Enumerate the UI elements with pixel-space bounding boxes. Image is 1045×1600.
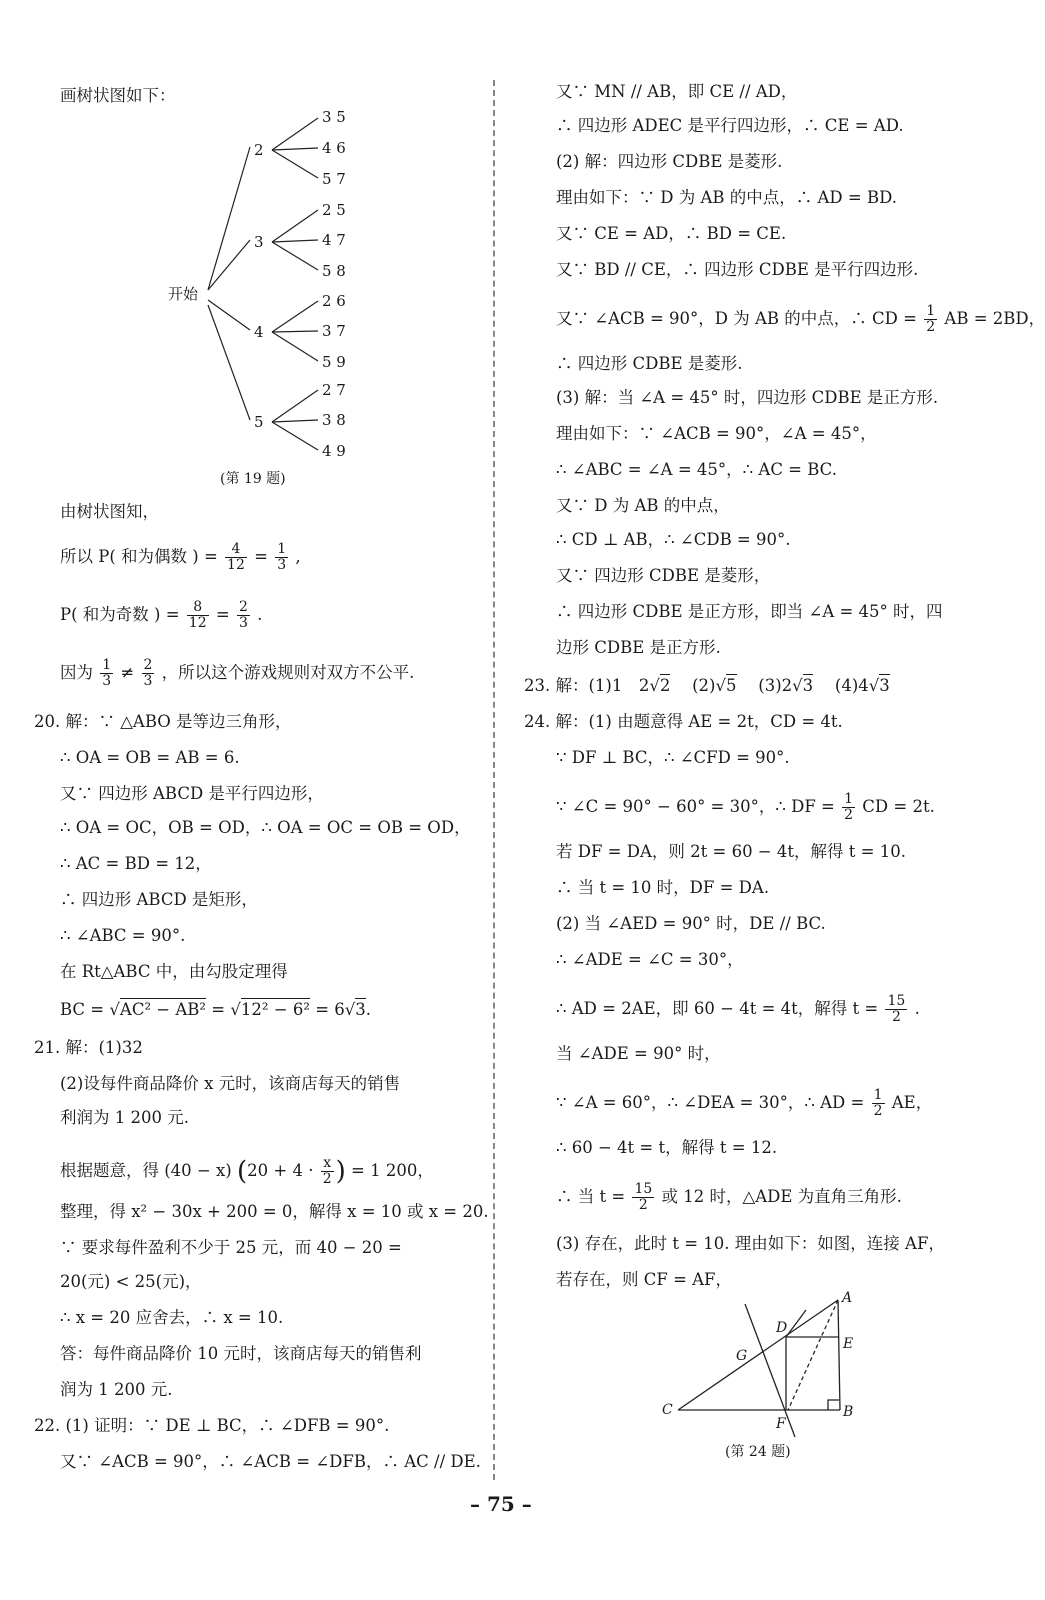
text-line: 又∵ MN // AB，即 CE // AD， xyxy=(556,82,798,101)
tree-leaf: 3 8 xyxy=(322,411,346,429)
q24-line: ∴ 当 t = 10 时，DF = DA. xyxy=(556,878,770,897)
q24-line: ∵ DF ⊥ BC，∴ ∠CFD = 90°. xyxy=(556,748,790,767)
q21-line: 21. 解：(1)32 xyxy=(34,1038,143,1057)
tree-node-3: 3 xyxy=(254,233,264,251)
q24-line: 若 DF = DA，则 2t = 60 − 4t，解得 t = 10. xyxy=(556,842,906,861)
q20-line: ∴ ∠ABC = 90°. xyxy=(60,926,186,945)
tree-node-4: 4 xyxy=(254,323,264,341)
q21-line: ∴ x = 20 应舍去，∴ x = 10. xyxy=(60,1308,284,1327)
point-D: D xyxy=(776,1320,788,1336)
tree-leaf: 3 7 xyxy=(322,322,346,340)
prob-even-line: 所以 P( 和为偶数 ) = $\frac{4}{12}$ = $\frac{1}{3}$ , xyxy=(60,541,301,573)
point-G: G xyxy=(736,1348,748,1364)
text-line: ∴ 四边形 ADEC 是平行四边形，∴ CE = AD. xyxy=(556,116,904,135)
text-line: ∴ CD ⊥ AB，∴ ∠CDB = 90°. xyxy=(556,530,791,549)
q21-line: 整理，得 x² − 30x + 200 = 0，解得 x = 10 或 x = 20. xyxy=(60,1202,489,1221)
tree-leaf: 3 5 xyxy=(322,108,346,126)
text-line: (2) 解：四边形 CDBE 是菱形. xyxy=(556,152,783,171)
figure-caption: (第 24 题) xyxy=(725,1444,791,1460)
q22-line: 又∵ ∠ACB = 90°，∴ ∠ACB = ∠DFB，∴ AC // DE. xyxy=(60,1452,481,1471)
point-E: E xyxy=(843,1336,854,1352)
text-line: ∴ 四边形 CDBE 是正方形，即当 ∠A = 45° 时，四 xyxy=(556,602,943,621)
q24-line: ∴ ∠ADE = ∠C = 30°， xyxy=(556,950,744,969)
q24-line: (2) 当 ∠AED = 90° 时，DE // BC. xyxy=(556,914,826,933)
text-line: ∴ ∠ABC = ∠A = 45°，∴ AC = BC. xyxy=(556,460,837,479)
q24-line: 若存在，则 CF = AF， xyxy=(556,1270,732,1289)
q21-line: 答：每件商品降价 10 元时，该商店每天的销售利 xyxy=(60,1344,422,1363)
tree-leaf: 4 6 xyxy=(322,139,346,157)
point-C: C xyxy=(662,1402,673,1418)
q21-line: ∵ 要求每件盈利不少于 25 元，而 40 − 20 = xyxy=(60,1238,402,1257)
prob-odd-line: P( 和为奇数 ) = $\frac{8}{12}$ = $\frac{2}{3}$ . xyxy=(60,599,263,631)
q22-line: 22. (1) 证明：∵ DE ⊥ BC，∴ ∠DFB = 90°. xyxy=(34,1416,390,1435)
q20-line: ∴ OA = OB = AB = 6. xyxy=(60,748,240,767)
tree-leaf: 4 7 xyxy=(322,231,346,249)
q24-line: 当 ∠ADE = 90° 时， xyxy=(556,1044,721,1063)
page-number: – 75 – xyxy=(470,1492,532,1516)
point-A: A xyxy=(842,1290,853,1306)
when-line: ∴ 当 t = $\frac{15}{2}$ 或 12 时，△ADE 为直角三角形. xyxy=(556,1181,902,1213)
text-line: 边形 CDBE 是正方形. xyxy=(556,638,721,657)
q21-line: 润为 1 200 元. xyxy=(60,1380,173,1399)
tree-leaf: 5 7 xyxy=(322,170,346,188)
tree-diagram xyxy=(150,105,570,495)
q24-line: (3) 存在，此时 t = 10. 理由如下：如图，连接 AF， xyxy=(556,1234,945,1253)
q20-line: ∴ 四边形 ABCD 是矩形， xyxy=(60,890,258,909)
tree-leaf: 5 8 xyxy=(322,262,346,280)
tree-caption: (第 19 题) xyxy=(220,471,286,487)
tree-leaf: 5 9 xyxy=(322,353,346,371)
tree-leaf: 2 7 xyxy=(322,381,346,399)
tree-root: 开始 xyxy=(168,285,199,303)
tree-leaf: 2 5 xyxy=(322,201,346,219)
q21-line: 20(元) < 25(元)， xyxy=(60,1272,202,1291)
text-line: 又∵ BD // CE，∴ 四边形 CDBE 是平行四边形. xyxy=(556,260,919,279)
text-line: 又∵ D 为 AB 的中点， xyxy=(556,496,730,515)
tree-node-2: 2 xyxy=(254,141,264,159)
bc-formula: BC = √AC² − AB² = √12² − 6² = 6√3. xyxy=(60,1000,372,1019)
q24-line: 24. 解：(1) 由题意得 AE = 2t，CD = 4t. xyxy=(524,712,843,731)
text-line: 由树状图知， xyxy=(60,502,159,521)
q20-line: 又∵ 四边形 ABCD 是平行四边形， xyxy=(60,784,324,803)
q20-line: ∴ OA = OC，OB = OD，∴ OA = OC = OB = OD， xyxy=(60,818,471,837)
q20-line: ∴ AC = BD = 12， xyxy=(60,854,212,873)
tree-leaf: 4 9 xyxy=(322,442,346,460)
text-line: 理由如下：∵ ∠ACB = 90°，∠A = 45°， xyxy=(556,424,877,443)
tree-leaf: 2 6 xyxy=(322,292,346,310)
q20-line: 在 Rt△ABC 中，由勾股定理得 xyxy=(60,962,288,981)
text-line: 理由如下：∵ D 为 AB 的中点，∴ AD = BD. xyxy=(556,188,897,207)
q24-line: ∴ 60 − 4t = t，解得 t = 12. xyxy=(556,1138,778,1157)
q23-line: 23. 解：(1)1 2√2 (2)√5 (3)2√3 (4)4√3 xyxy=(524,676,890,695)
ad2-line: ∵ ∠A = 60°，∴ ∠DEA = 30°，∴ AD = $\frac{1}{2}$ AE， xyxy=(556,1087,933,1119)
text-line: (3) 解：当 ∠A = 45° 时，四边形 CDBE 是正方形. xyxy=(556,388,939,407)
text-line: ∴ 四边形 CDBE 是菱形. xyxy=(556,354,743,373)
point-F: F xyxy=(776,1416,786,1432)
figure-24 xyxy=(650,1292,950,1462)
q20-line: 20. 解：∵ △ABO 是等边三角形， xyxy=(34,712,292,731)
q21-equation: 根据题意，得 (40 − x) (20 + 4 · $\frac{x}{2}$ ) = 1 200， xyxy=(60,1155,434,1187)
cd-line: 又∵ ∠ACB = 90°，D 为 AB 的中点，∴ CD = $\frac{1}{2}$ AB = 2BD， xyxy=(556,303,1045,335)
tree-node-5: 5 xyxy=(254,413,264,431)
text-line: 又∵ 四边形 CDBE 是菱形， xyxy=(556,566,771,585)
tree-intro: 画树状图如下： xyxy=(60,86,176,105)
ad-line: ∴ AD = 2AE，即 60 − 4t = 4t，解得 t = $\frac{15}{2}$ . xyxy=(556,993,920,1025)
text-line: 又∵ CE = AD，∴ BD = CE. xyxy=(556,224,787,243)
conclusion-line: 因为 $\frac{1}{3}$ ≠ $\frac{2}{3}$ ，所以这个游戏规则对双方不公平. xyxy=(60,657,415,689)
point-B: B xyxy=(843,1404,854,1420)
q21-line: 利润为 1 200 元. xyxy=(60,1108,189,1127)
q21-line: (2)设每件商品降价 x 元时，该商店每天的销售 xyxy=(60,1074,401,1093)
df-line: ∵ ∠C = 90° − 60° = 30°，∴ DF = $\frac{1}{2}$ CD = 2t. xyxy=(556,791,935,823)
